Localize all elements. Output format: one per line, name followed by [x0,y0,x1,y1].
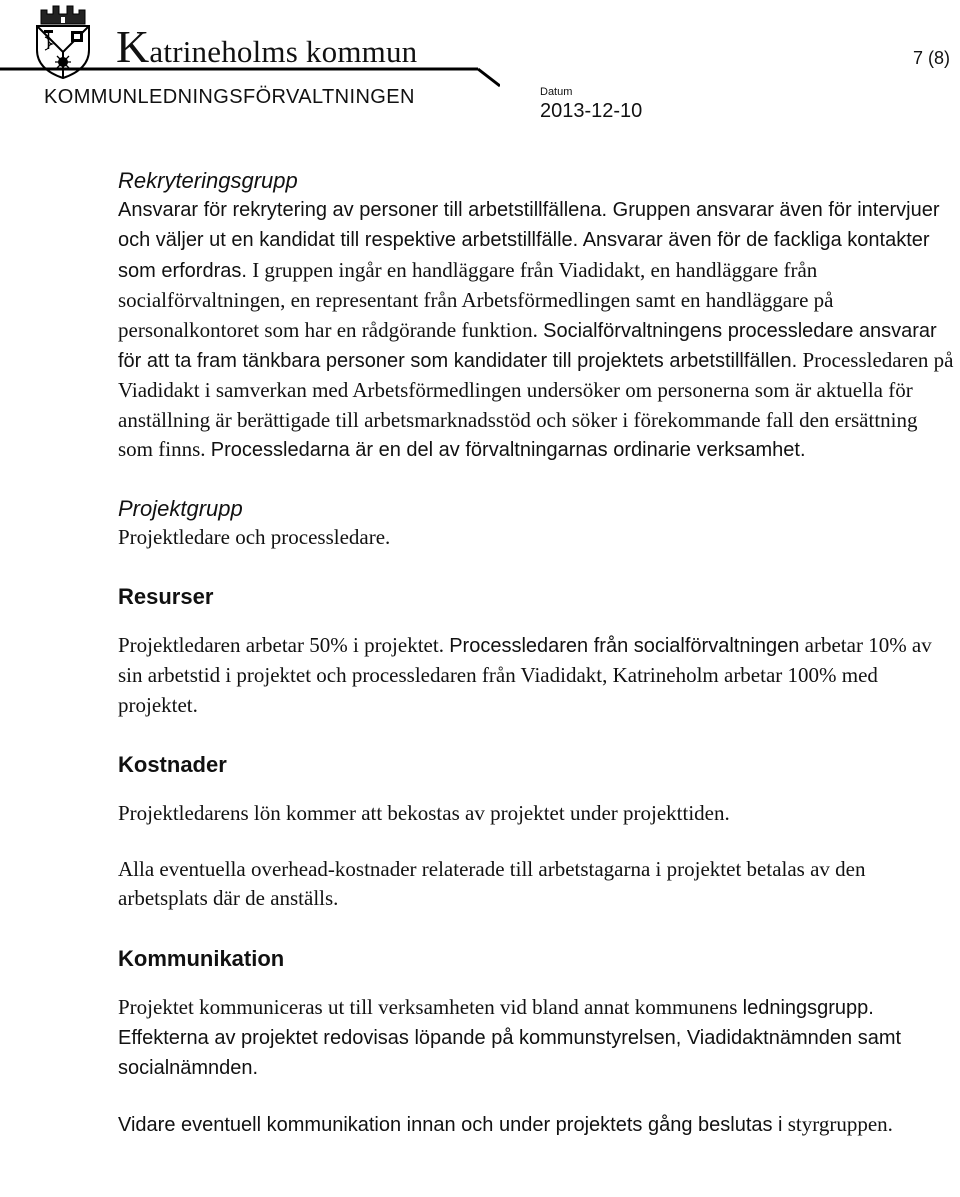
heading-resurser: Resurser [118,584,214,610]
text-kommunikation-2: ledningsgrupp. Effekterna av projektet redovisas löpande på kommunstyrelsen, Viadidaktnämnden samt socialnämnden. [118,996,902,1080]
text-resurser-3: arbetar 10% av sin arbetstid i projektet och processledaren från Viadidakt, Katrineholm arbetar 100% med projektet. [118,633,932,717]
paragraph-kostnader-1: Projektledarens lön kommer att bekostas av projektet under projekttiden. [118,801,730,826]
heading-kommunikation: Kommunikation [118,945,285,971]
heading-rekryteringsgrupp: Rekryteringsgrupp [118,168,298,193]
date-label: Datum [540,86,573,98]
paragraph-rekryteringsgrupp [118,195,954,466]
organization-name [116,21,418,72]
paragraph-resurser [118,631,954,720]
text-kommunikation-4: styrgruppen. [787,1111,893,1136]
text-rekrytering-5: Processledarna är en del av förvaltningarnas ordinarie verksamhet. [210,439,806,462]
paragraph-kommunikation-2 [118,1110,954,1140]
header-rule [0,66,500,88]
heading-kostnader: Kostnader [118,752,227,778]
text-kommunikation-3: Vidare eventuell kommunikation innan och under projektets gång beslutas i [118,1113,783,1136]
paragraph-kostnader-2: Alla eventuella overhead-kostnader relaterade till arbetstagarna i projektet betalas av den arbetsplats där de anställs. [118,856,866,911]
text-rekrytering-4: Processledaren på Viadidakt i samverkan med Arbetsförmedlingen undersöker om personerna som är aktuella för anställning är berättigade till arbetsmarknadsstöd och söker i förekommande fall den ersättning som finns. [118,348,954,462]
organization-name-initial: K [116,21,150,72]
text-resurser-2: Processledaren från socialförvaltningen [449,635,800,658]
text-rekrytering-3: Socialförvaltningens processledare ansvarar för att ta fram tänkbara personer som kandidater till projektets arbetstillfällen. [118,319,937,373]
paragraph-kommunikation-1 [118,993,954,1084]
text-rekrytering-2: I gruppen ingår en handläggare från Viadidakt, en handläggare från socialförvaltningen, en representant från Arbetsförmedlingen samt en handläggare på personalkontoret som har en rådgörande funktion. [118,257,834,342]
paragraph-projektgrupp: Projektledare och processledare. [118,524,391,549]
organization-name-rest: atrineholms kommun [149,34,418,69]
heading-projektgrupp: Projektgrupp [118,495,243,521]
text-kommunikation-1: Projektet kommuniceras ut till verksamheten vid bland annat kommunens [118,994,738,1019]
text-resurser-1: Projektledaren arbetar 50% i projektet. [118,633,444,658]
page-number: 7 (8) [912,48,950,68]
document-body [118,166,954,1140]
department-name: KOMMUNLEDNINGSFÖRVALTNINGEN [44,86,415,108]
text-rekrytering-1: Ansvarar för rekrytering av personer till arbetstillfällena. Gruppen ansvarar även för intervjuer och väljer ut en kandidat till respektive arbetstillfälle. Ansvarar även för de fackliga kontakter som erfordras. [118,199,940,282]
date-value: 2013-12-10 [540,100,643,122]
